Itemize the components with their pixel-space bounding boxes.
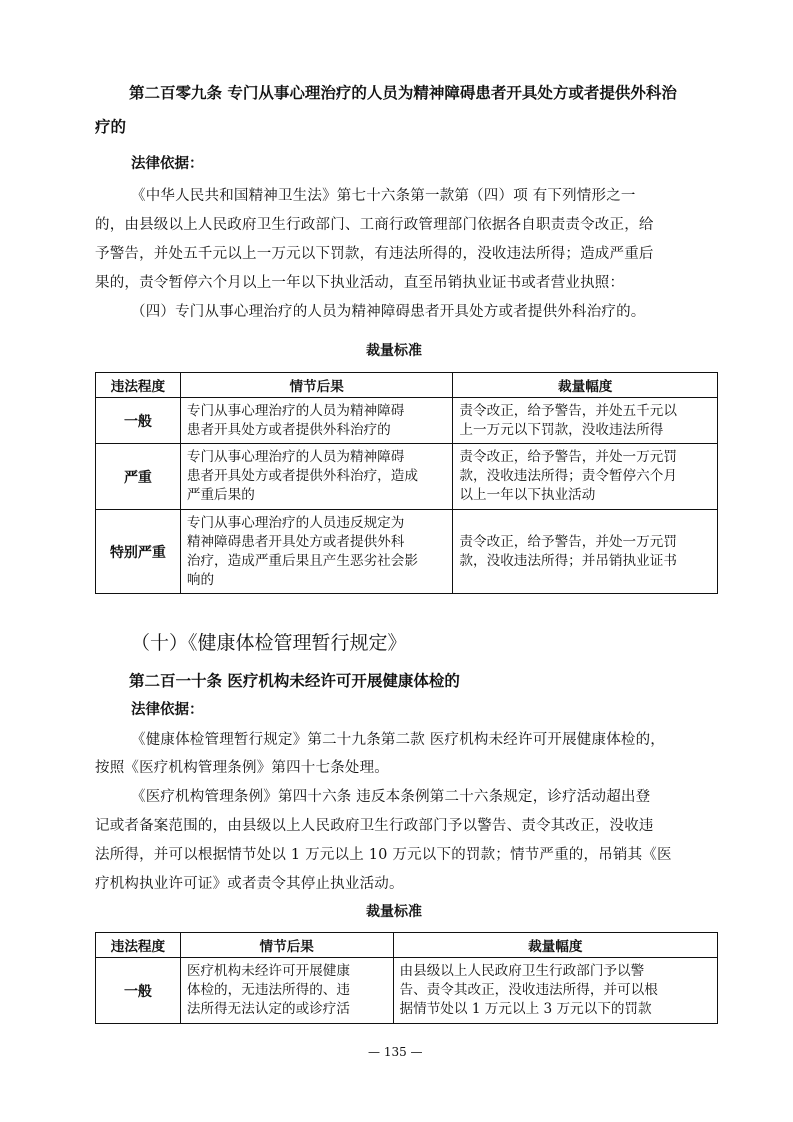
cell-line: 专门从事心理治疗的人员为精神障碍 (186, 402, 405, 419)
penalty-cell (453, 444, 718, 510)
article-210-line: 按照《医疗机构管理条例》第四十七条处理。 (95, 760, 389, 776)
page-number: — 135 — (368, 1045, 423, 1059)
article-210-line: 疗机构执业许可证》或者责令其停止执业活动。 (95, 876, 404, 892)
level-cell: 严重 (96, 444, 181, 510)
article-210-line: 记或者备案范围的，由县级以上人民政府卫生行政部门予以警告、责令其改正，没收违 (95, 818, 654, 834)
article-209-line: 予警告，并处五千元以上一万元以下罚款，有违法所得的，没收违法所得；造成严重后 (95, 246, 654, 262)
table-row (96, 444, 718, 510)
discretion-table-1 (95, 372, 718, 594)
circumstance-cell (180, 444, 453, 510)
cell-line: 严重后果的 (186, 487, 255, 503)
level-cell: 一般 (96, 398, 181, 444)
header-penalty: 裁量幅度 (453, 373, 718, 398)
cell-line: 专门从事心理治疗的人员违反规定为 (186, 514, 405, 531)
article-209-title-line1: 第二百零九条 专门从事心理治疗的人员为精神障碍患者开具处方或者提供外科治 (129, 84, 677, 102)
cell-line: 医疗机构未经许可开展健康 (186, 963, 350, 979)
article-209-line: （四）专门从事心理治疗的人员为精神障碍患者开具处方或者提供外科治疗的。 (131, 304, 646, 320)
discretion-table-2 (95, 932, 718, 1024)
table-header-row (96, 373, 718, 398)
cell-line: 上一万元以下罚款，没收违法所得 (459, 421, 664, 438)
article-210-title: 第二百一十条 医疗机构未经许可开展健康体检的 (129, 672, 460, 690)
penalty-cell (453, 398, 718, 444)
article-209-line: 果的，责令暂停六个月以上一年以下执业活动，直至吊销执业证书或者营业执照： (95, 275, 625, 291)
cell-line: 款，没收违法所得；并吊销执业证书 (459, 552, 677, 569)
article-209-line: 的，由县级以上人民政府卫生行政部门、工商行政管理部门依据各自职责责令改正，给 (95, 217, 654, 233)
article-209-title-line2: 疗的 (95, 118, 127, 136)
cell-line: 患者开具处方或者提供外科治疗的 (186, 421, 391, 438)
article-210-line: 法所得，并可以根据情节处以 1 万元以上 10 万元以下的罚款；情节严重的，吊销其《医 (95, 847, 672, 863)
cell-line: 以上一年以下执业活动 (459, 487, 596, 503)
circumstance-cell (180, 510, 453, 594)
cell-line: 精神障碍患者开具处方或者提供外科 (186, 533, 405, 550)
cell-line: 体检的，无违法所得的、违 (186, 982, 350, 998)
header-circumstance: 情节后果 (180, 373, 453, 398)
level-cell: 一般 (96, 958, 181, 1024)
cell-line: 责令改正，给予警告，并处一万元罚 (459, 533, 677, 550)
header-level: 违法程度 (96, 373, 181, 398)
cell-line: 款，没收违法所得；责令暂停六个月 (459, 468, 677, 484)
circumstance-cell (180, 958, 393, 1024)
level-cell: 特别严重 (96, 510, 181, 594)
cell-line: 责令改正，给予警告，并处五千元以 (459, 402, 677, 419)
article-209-line: 《中华人民共和国精神卫生法》第七十六条第一款第（四）项 有下列情形之一 (131, 188, 636, 204)
cell-line: 专门从事心理治疗的人员为精神障碍 (186, 449, 405, 465)
penalty-cell (453, 510, 718, 594)
cell-line: 据情节处以 1 万元以上 3 万元以下的罚款 (399, 1001, 652, 1017)
article-210-line: 《健康体检管理暂行规定》第二十九条第二款 医疗机构未经许可开展健康体检的， (131, 732, 666, 748)
article-210-line: 《医疗机构管理条例》第四十六条 违反本条例第二十六条规定，诊疗活动超出登 (131, 789, 651, 805)
article-209-basis-label: 法律依据： (131, 156, 204, 172)
table-row (96, 398, 718, 444)
cell-line: 响的 (186, 571, 215, 588)
cell-line: 法所得无法认定的或诊疗活 (186, 1001, 350, 1017)
table-row (96, 958, 718, 1024)
table-2-caption: 裁量标准 (366, 904, 422, 920)
penalty-cell (393, 958, 717, 1024)
cell-line: 治疗，造成严重后果且产生恶劣社会影 (186, 552, 418, 569)
section-10-title: （十）《健康体检管理暂行规定》 (131, 632, 407, 654)
article-210-basis-label: 法律依据： (131, 702, 204, 718)
cell-line: 由县级以上人民政府卫生行政部门予以警 (399, 963, 645, 979)
circumstance-cell (180, 398, 453, 444)
header-circumstance: 情节后果 (180, 933, 393, 958)
header-level: 违法程度 (96, 933, 181, 958)
table-header-row (96, 933, 718, 958)
cell-line: 告、责令其改正，没收违法所得，并可以根 (399, 982, 658, 998)
header-penalty: 裁量幅度 (393, 933, 717, 958)
cell-line: 责令改正，给予警告，并处一万元罚 (459, 449, 677, 465)
table-1-caption: 裁量标准 (366, 343, 422, 359)
table-row (96, 510, 718, 594)
cell-line: 患者开具处方或者提供外科治疗，造成 (186, 468, 418, 484)
